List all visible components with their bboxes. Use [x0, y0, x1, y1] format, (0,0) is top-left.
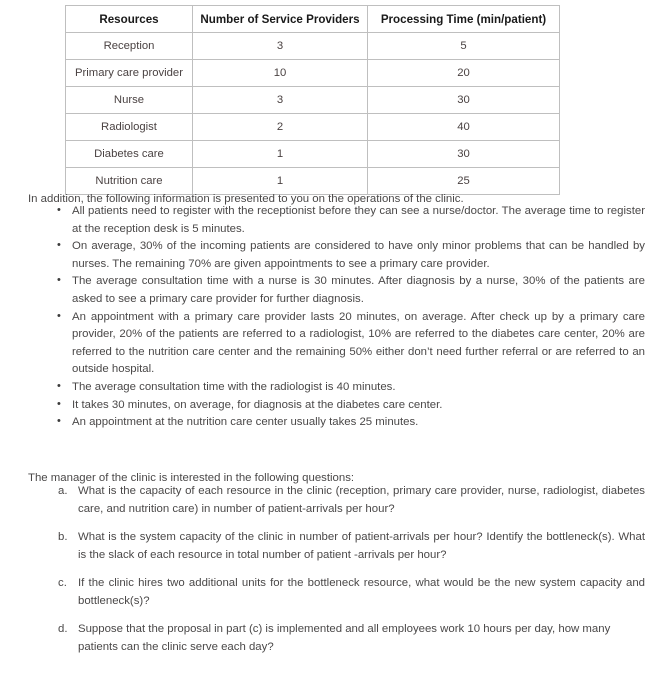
manager-paragraph: The manager of the clinic is interested in the following questions:	[28, 472, 355, 485]
table-row	[66, 141, 560, 168]
column-header-processing-time: Processing Time (min/patient)	[368, 6, 560, 33]
list-item: • It takes 30 minutes, on average, for diagnosis at the diabetes care center.	[28, 397, 645, 415]
cell-resource: Reception	[66, 33, 193, 60]
cell-resource: Diabetes care	[66, 141, 193, 168]
resources-table-container	[65, 5, 559, 195]
table-header-row	[66, 6, 560, 33]
cell-resource: Primary care provider	[66, 60, 193, 87]
cell-resource: Nutrition care	[66, 168, 193, 195]
question-item-c	[28, 574, 645, 610]
question-text: What is the system capacity of the clinic in number of patient-arrivals per hour? Identify the bottleneck(s). What is the slack of each resource in total number of patient -arrivals per hour?	[78, 531, 645, 561]
cell-processing-time: 30	[368, 87, 560, 114]
cell-resource: Radiologist	[66, 114, 193, 141]
table-row	[66, 33, 560, 60]
table-header	[66, 6, 560, 33]
cell-processing-time: 30	[368, 141, 560, 168]
cell-providers: 1	[193, 168, 368, 195]
table-row	[66, 114, 560, 141]
list-item: • The average consultation time with the radiologist is 40 minutes.	[28, 379, 645, 397]
question-marker: c.	[58, 577, 67, 589]
list-item: • An appointment at the nutrition care center usually takes 25 minutes.	[28, 414, 645, 432]
column-header-resources: Resources	[66, 6, 193, 33]
question-marker: d.	[58, 623, 68, 635]
cell-providers: 3	[193, 87, 368, 114]
question-item-d	[28, 620, 645, 656]
table-row	[66, 60, 560, 87]
table-row	[66, 87, 560, 114]
question-marker: a.	[58, 485, 68, 497]
list-item: • The average consultation time with a nurse is 30 minutes. After diagnosis by a nurse, 30% of the patients are asked to see a primary care provider for further diagnosis.	[28, 273, 645, 308]
cell-providers: 10	[193, 60, 368, 87]
question-marker: b.	[58, 531, 68, 543]
question-text: What is the capacity of each resource in the clinic (reception, primary care provider, nurse, radiologist, diabetes care, and nutrition care) in number of patient-arrivals per hour?	[78, 485, 645, 515]
question-text: Suppose that the proposal in part (c) is implemented and all employees work 10 hours per day, how many patients can the clinic serve each day?	[78, 623, 611, 653]
cell-processing-time: 40	[368, 114, 560, 141]
list-item: • On average, 30% of the incoming patients are considered to have only minor problems that can be handled by nurses. The remaining 70% are given appointments to see a primary care provider.	[28, 238, 645, 273]
list-item: • An appointment with a primary care provider lasts 20 minutes, on average. After check up by a primary care provider, 20% of the patients are referred to a radiologist, 10% are referred to the diabetes care center, 20% are referred to the nutrition care center and the remaining 50% either don’t need further referral or are referred to an outside hospital.	[28, 309, 645, 379]
column-header-providers: Number of Service Providers	[193, 6, 368, 33]
cell-processing-time: 25	[368, 168, 560, 195]
question-item-a	[28, 482, 645, 518]
cell-processing-time: 5	[368, 33, 560, 60]
intro-paragraph: In addition, the following information is presented to you on the operations of the clinic.	[28, 193, 464, 206]
cell-providers: 3	[193, 33, 368, 60]
resources-table	[65, 5, 560, 195]
cell-providers: 1	[193, 141, 368, 168]
question-item-b	[28, 528, 645, 564]
cell-processing-time: 20	[368, 60, 560, 87]
questions-list	[28, 482, 645, 666]
cell-providers: 2	[193, 114, 368, 141]
cell-resource: Nurse	[66, 87, 193, 114]
question-text: If the clinic hires two additional units for the bottleneck resource, what would be the new system capacity and bottleneck(s)?	[78, 577, 645, 607]
list-item: • All patients need to register with the receptionist before they can see a nurse/doctor. The average time to register at the reception desk is 5 minutes.	[28, 203, 645, 238]
operations-bullet-list	[28, 203, 645, 432]
table-body	[66, 33, 560, 195]
